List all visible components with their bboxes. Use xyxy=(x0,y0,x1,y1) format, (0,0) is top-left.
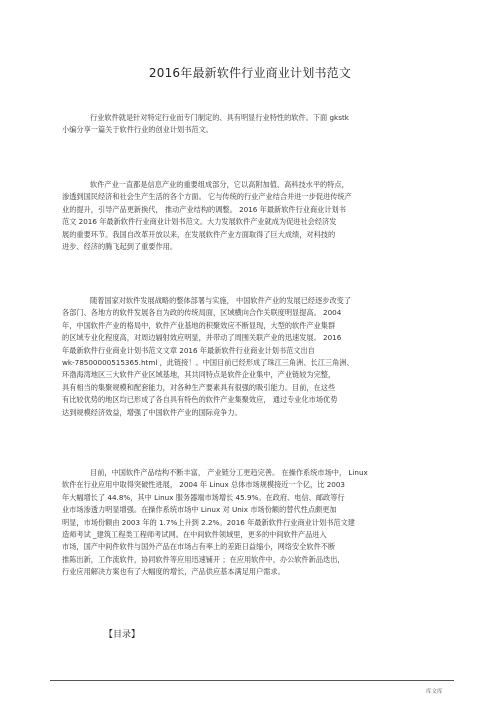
text-line: 的区域专业化程度高，对周边辐射效应明显，并带动了周围关联产业的迅速发展。 2016 xyxy=(62,333,342,343)
text-line: 展的重要环节。我国自改革开放以来，在发展软件产业方面取得了巨大成绩，对科技的 xyxy=(62,229,336,239)
text-line: 目前，中国软件产品结构不断丰富， 产业链分工更趋完善。 在操作系统市场中， Linux xyxy=(90,468,368,477)
text-line: 业的提升，引导产品更新换代， 推动产业结构的调整。 2016 年最新软件行业商业计划书 xyxy=(62,204,346,214)
paragraph-product-structure xyxy=(62,467,442,579)
text-line: wk-78500000515365.html ，此链接！。中国目前已经形成了珠江三角洲、长江三角洲、 xyxy=(62,358,354,368)
text-line: 造师考试 _建筑工程类工程师考试网。在中间软件领域里，更多的中间软件产品进入 xyxy=(62,530,327,540)
footer-source-label: 库文库 xyxy=(426,689,443,695)
text-line: 渗透到国民经济和社会生产生活的各个方面。 它与传统的行业产业结合并进一步促进传统产 xyxy=(62,192,352,202)
intro-paragraph xyxy=(62,112,442,137)
text-line: 年最新软件行业商业计划书范文文章 2016 年最新软件行业商业计划书范文出自 xyxy=(62,345,315,355)
text-line: 环渤海湾地区三大软件产业区域基地，其共同特点是软件企业集中，产业链较为完整， xyxy=(62,370,336,380)
text-line: 小编分享一篇关于软件行业的创业计划书范文。 xyxy=(62,125,213,135)
text-line: 推陈出新，工作流软件，协同软件等应用迅速铺开 ；在应用软件中，办公软件新品迭出， xyxy=(62,554,345,564)
text-line: 软件产业一直都是信息产业的重要组成部分，它以高附加值、高科技水平的特点， xyxy=(90,180,349,189)
text-line: 行业应用解决方案也有了大幅度的增长，产品供应基本满足用户需求。 xyxy=(62,567,285,577)
text-line: 随着国家对软件发展战略的整体部署与实施， 中国软件产业的发展已经逐步改变了 xyxy=(90,296,352,305)
paragraph-industry-layout xyxy=(62,295,442,419)
paragraph-software-industry xyxy=(62,179,442,253)
text-line: 市场，国产中间件软件与国外产品在市场占有率上的差距日益缩小，网络安全软件不断 xyxy=(62,542,336,552)
text-line: 具有相当的集聚规模和配套能力，对各种生产要素具有很强的吸引能力。目前，在这些 xyxy=(62,382,336,392)
document-title: 2016年最新软件行业商业计划书范文 xyxy=(148,66,352,80)
text-line: 业市场渗透力明显增强。在操作系统市场中 Linux 对 Unix 市场份额的替代性点颇更加 xyxy=(62,505,337,515)
text-line: 软件在行业应用中取得突破性进展， 2004 年 Linux 总体市场规模接近一个亿，比 2003 xyxy=(62,480,346,490)
text-line: 明显，市场份额由 2003 年的 1.7%上升到 2.2%。2016 年最新软件行业商业计划书范文建 xyxy=(62,517,355,527)
table-of-contents-heading[interactable]: 【目录】 xyxy=(104,630,141,640)
footer-divider xyxy=(50,680,454,681)
text-line: 范文 2016 年最新软件行业商业计划书范文。大力发展软件产业就成为促进社会经济发 xyxy=(62,217,337,227)
text-line: 有比较优势的地区均已形成了各自具有特色的软件产业集聚效应， 通过专业化市场优势 xyxy=(62,395,338,405)
text-line: 年，中国软件产业的格局中，软件产业基地的积聚效应不断显现，大型的软件产业集群 xyxy=(62,320,336,330)
text-line: 各部门、各地方的软件发展各自为政的传统局面，区域横向合作关联度明显提高。 2004 xyxy=(62,308,342,318)
text-line: 年大幅增长了 44.8%，其中 Linux 服务器端市场增长 45.9%。在政府、电信、邮政等行 xyxy=(62,492,345,502)
text-line: 行业软件就是针对特定行业而专门制定的、具有明显行业特性的软件。下面 gkstk xyxy=(90,113,349,122)
text-line: 进步、经济的腾飞起到了重要作用。 xyxy=(62,242,178,252)
text-line: 达到规模经济效益，增强了中国软件产业的国际竞争力。 xyxy=(62,407,242,417)
